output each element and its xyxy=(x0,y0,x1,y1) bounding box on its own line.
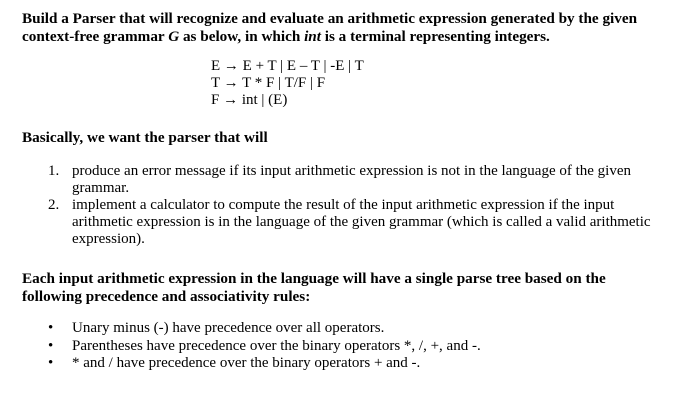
bullet-icon: • xyxy=(48,355,54,371)
requirements-list xyxy=(22,163,664,248)
grammar-rule-t: T → T * F | T/F | F xyxy=(211,75,326,91)
precedence-rules-list xyxy=(22,320,664,373)
grammar-block xyxy=(211,58,664,109)
list-item xyxy=(22,197,664,248)
bullet-icon: • xyxy=(48,320,54,336)
grammar-symbol-g: G xyxy=(168,28,180,45)
basically-heading: Basically, we want the parser that will xyxy=(22,129,268,146)
list-item xyxy=(22,320,664,338)
list-item-text: * and / have precedence over the binary operators + and -. xyxy=(72,355,421,371)
list-item-number: 1. xyxy=(48,163,60,179)
int-term: int xyxy=(304,28,321,45)
list-item-text: Parentheses have precedence over the binary operators *, /, +, and -. xyxy=(72,337,481,354)
grammar-rule-f: F → int | (E) xyxy=(211,92,288,108)
list-item xyxy=(22,338,664,356)
precedence-heading: Each input arithmetic expression in the language will have a single parse tree based on the following precedence and associativity rules: xyxy=(22,270,606,305)
list-item xyxy=(22,355,664,373)
list-item-number: 2. xyxy=(48,197,60,213)
intro-text-2: as below, in which xyxy=(179,28,305,45)
intro-text-1: Build a Parser that will recognize and evaluate an arithmetic expression generated by the given context-free grammar xyxy=(22,10,638,45)
list-item xyxy=(22,163,664,197)
bullet-icon: • xyxy=(48,337,54,354)
list-item-text: produce an error message if its input arithmetic expression is not in the language of the given grammar. xyxy=(72,163,632,196)
intro-text-3: is a terminal representing integers. xyxy=(320,28,550,45)
intro-paragraph xyxy=(22,10,664,46)
grammar-rule-e: E → E + T | E – T | -E | T xyxy=(211,58,364,74)
list-item-text: Unary minus (-) have precedence over all operators. xyxy=(72,320,385,336)
list-item-text: implement a calculator to compute the result of the input arithmetic expression if the input arithmetic expression is in the language of the given grammar (which is called a valid arithmetic expression). xyxy=(72,197,651,247)
